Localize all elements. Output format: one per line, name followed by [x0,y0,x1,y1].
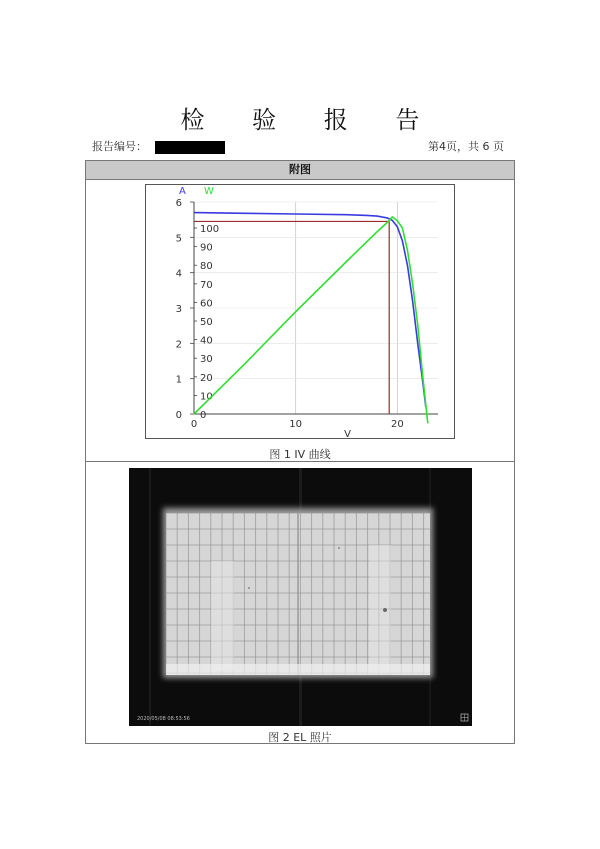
y-left-tick-label: 2 [175,339,182,351]
y-right-tick-label: 60 [200,298,213,310]
figure1-caption: 图 1 IV 曲线 [269,448,331,461]
y-left-tick-label: 1 [175,374,182,386]
el-timestamp: 2020/05/08 08:53:56 [137,716,190,722]
page-info: 第4页，共 6 页 [428,140,504,153]
y-left-tick-label: 3 [175,304,182,315]
y-right-tick-label: 50 [200,317,213,329]
iv-curve-chart [145,184,455,439]
y-right-tick-label: 0 [200,410,207,421]
report-number-label: 报告编号： [92,140,147,153]
row-divider [86,461,514,462]
x-tick-label: 10 [289,419,303,430]
x-axis-label: V [344,429,351,438]
figure2-caption: 图 2 EL 照片 [268,731,332,744]
y-right-tick-label: 80 [200,261,213,273]
y-left-tick-label: 6 [175,198,182,209]
y-right-tick-label: 100 [200,224,220,236]
y-right-tick-label: 70 [200,279,213,291]
appendix-table [85,160,515,744]
report-number-line [92,138,225,154]
el-photo-svg [129,468,472,726]
report-title: 检 验 报 告 [180,106,440,134]
y-left-tick-label: 4 [175,268,182,280]
y-right-tick-label: 30 [200,354,213,366]
series-line-W [194,217,428,423]
el-photo [129,468,472,726]
y-right-tick-label: 90 [200,242,213,254]
section-title: 附图 [86,161,514,180]
series-line-A [194,213,426,407]
x-tick-label: 20 [390,419,404,430]
y-right-tick-label: 10 [200,391,213,403]
y-right-tick-label: 20 [200,372,213,384]
y-left-axis-label: A [179,186,186,197]
y-right-tick-label: 40 [200,335,213,347]
redacted-report-number [155,141,225,154]
x-tick-label: 0 [190,419,198,430]
y-left-tick-label: 5 [175,233,182,245]
y-right-axis-label: W [204,186,214,197]
iv-chart-svg [146,185,454,438]
y-left-tick-label: 0 [175,410,182,421]
